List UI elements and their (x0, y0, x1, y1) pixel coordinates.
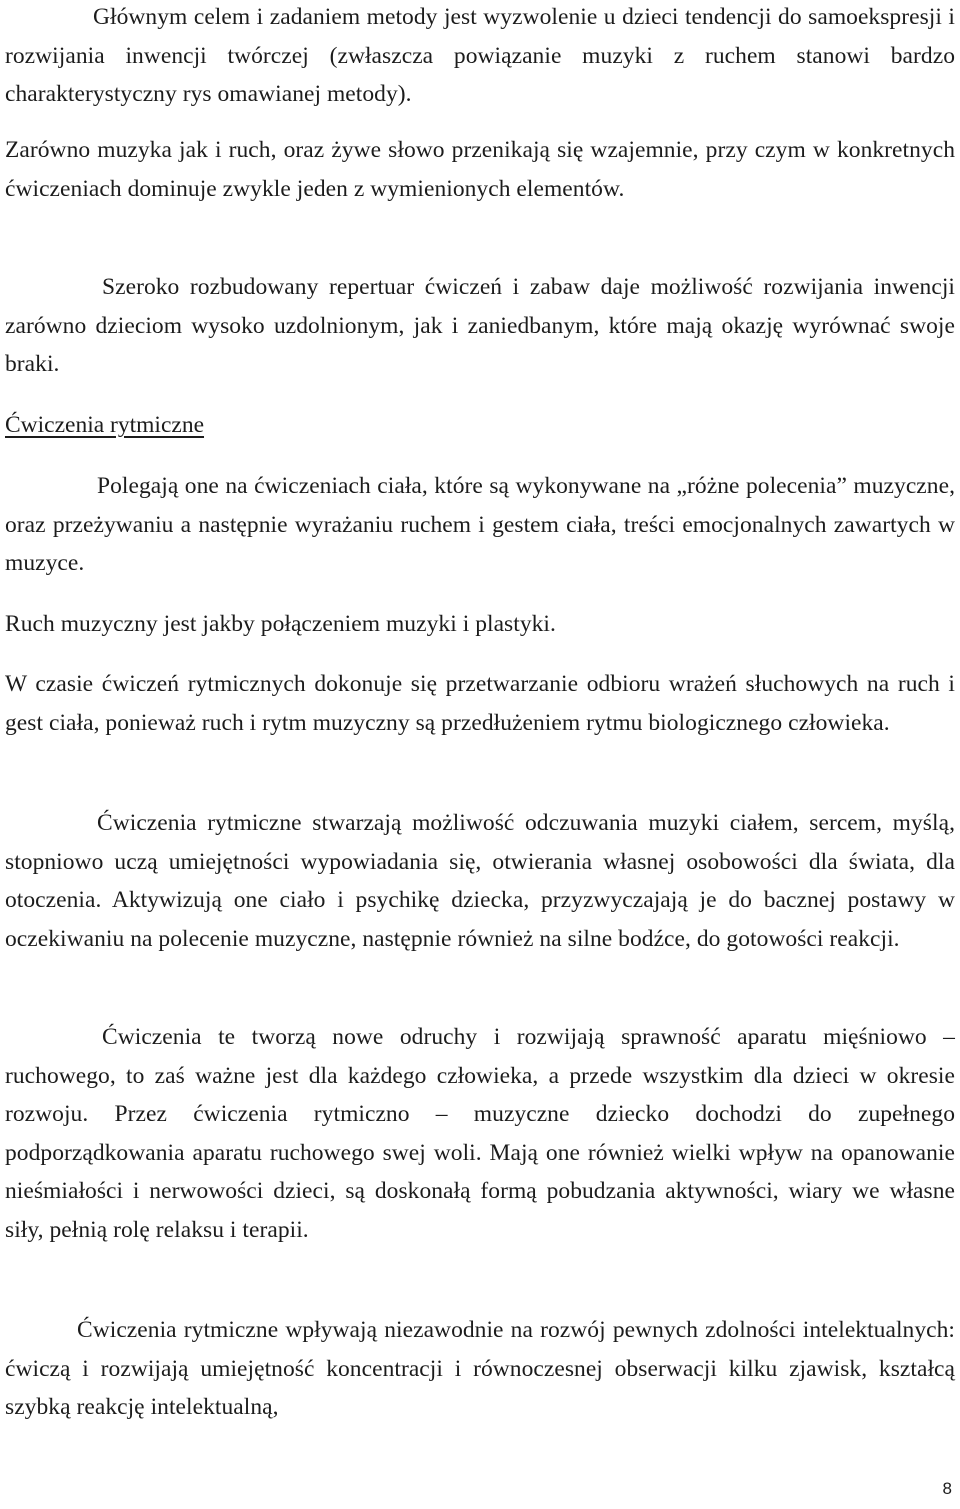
paragraph-auditory-processing: W czasie ćwiczeń rytmicznych dokonuje się przetwarzanie odbioru wrażeń słuchowych na ruch i gest ciała, ponieważ ruch i rytm muzyczny są przedłużeniem rytmu biologicznego człowieka. (5, 671, 955, 736)
paragraph-feeling-music: Ćwiczenia rytmiczne stwarzają możliwość odczuwania muzyki ciałem, sercem, myślą, stopniowo uczą umiejętności wypowiadania się, otwierania własnej osobowości dla świata, dla otoczenia. Aktywizują one ciało i psychikę dziecka, przyzwyczajają je do bacznej postawy w oczekiwaniu na polecenie muzyczne, następnie również na silne bodźce, do gotowości reakcji. (5, 810, 955, 952)
paragraph-intellectual-abilities: Ćwiczenia rytmiczne wpływają niezawodnie na rozwój pewnych zdolności intelektualnych: ćwiczą i rozwijają umiejętność koncentracji i równoczesnej obserwacji kilku zjawisk, kształcą szybką reakcję intelektualną, (5, 1317, 955, 1421)
section-heading: Ćwiczenia rytmiczne (5, 412, 205, 438)
paragraph-music-movement: Zarówno muzyka jak i ruch, oraz żywe słowo przenikają się wzajemnie, przy czym w konkretnych ćwiczeniach dominuje zwykle jeden z wymienionych elementów. (5, 137, 955, 202)
paragraph-repertoire: Szeroko rozbudowany repertuar ćwiczeń i zabaw daje możliwość rozwijania inwencji zarówno dzieciom wysoko uzdolnionym, jak i zaniedbanym, które mają okazję wyrównać swoje braki. (5, 274, 955, 378)
page-number: 8 (942, 1479, 952, 1498)
paragraph-exercise-definition: Polegają one na ćwiczeniach ciała, które są wykonywane na „różne polecenia” muzyczne, oraz przeżywaniu a następnie wyrażaniu ruchem i gestem ciała, treści emocjonalnych zawartych w muzyce. (5, 473, 955, 577)
paragraph-new-reflexes: Ćwiczenia te tworzą nowe odruchy i rozwijają sprawność aparatu mięśniowo – ruchowego, to zaś ważne jest dla każdego człowieka, a przede wszystkim dla dzieci w okresie rozwoju. Przez ćwiczenia rytmiczno – muzyczne dziecko dochodzi do zupełnego podporządkowania aparatu ruchowego swej woli. Mają one również wielki wpływ na opanowanie nieśmiałości i nerwowości dzieci, są doskonałą formą pobudzania aktywności, wiary we własne siły, pełnią rolę relaksu i terapii. (5, 1024, 955, 1243)
paragraph-intro-goal: Głównym celem i zadaniem metody jest wyzwolenie u dzieci tendencji do samoekspresji i rozwijania inwencji twórczej (zwłaszcza powiązanie muzyki z ruchem stanowi bardzo charakterystyczny rys omawianej metody). (5, 4, 955, 108)
paragraph-musical-movement: Ruch muzyczny jest jakby połączeniem muzyki i plastyki. (5, 611, 556, 637)
